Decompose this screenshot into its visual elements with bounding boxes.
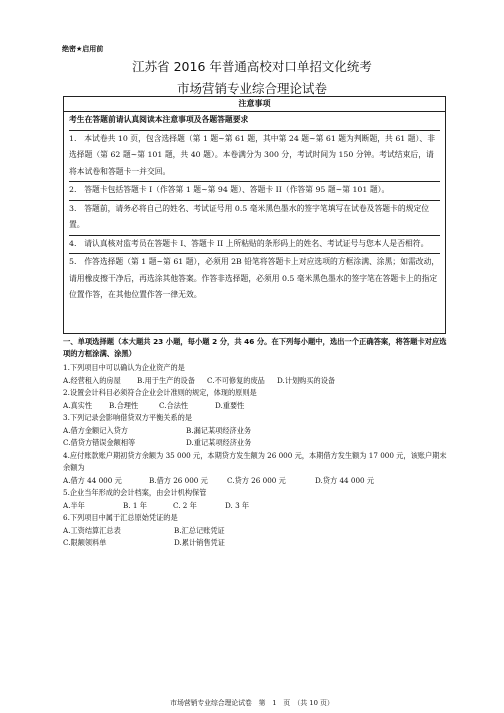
option-c: C.合法性: [159, 400, 189, 410]
question-stem: 5.企业当年形成的会计档案，由会计机构保管: [63, 488, 207, 497]
option-c: C.借贷方错误金额相等: [63, 438, 136, 447]
notice-item: 2. 答题卡包括答题卡 I（作答第 1 题~第 94 题）、答题卡 II（作答第 95 题~第 101 题）。: [69, 182, 440, 201]
option-d: D.重要性: [215, 400, 245, 410]
question-stem: 1.下列项目中可以确认为企业资产的是: [63, 363, 185, 372]
question-stem: 3.下列记录会影响借贷双方平衡关系的是: [63, 413, 193, 422]
option-d: D.累计销售凭证: [174, 538, 225, 547]
page-footer: 市场营销专业综合理论试卷 第 1 页 （共 10 页）: [170, 699, 334, 707]
option-c: C. 2 年: [173, 500, 197, 510]
notice-item: 4. 请认真核对监考员在答题卡 I、答题卡 II 上所粘贴的条形码上的姓名、考试证号与您本人是否相符。: [69, 236, 440, 255]
option-d: D.重记某项经济业务: [186, 438, 252, 447]
option-a: A.真实性: [63, 400, 93, 410]
notice-box: [63, 96, 446, 334]
option-c: C.不可修复的废品: [207, 375, 265, 385]
option-d: D.计划购买的设备: [277, 375, 336, 385]
question-stem: 6.下列项目中属于汇总原始凭证的是: [63, 513, 178, 522]
question-options: [63, 500, 448, 513]
option-b: B.汇总记账凭证: [174, 525, 225, 535]
question-options: [63, 425, 448, 438]
option-d: D. 3 年: [225, 500, 250, 510]
option-a: A.借方 44 000 元: [63, 475, 122, 485]
notice-body: [64, 112, 445, 305]
section-heading: 一、单项选择题（本大题共 23 小题，每小题 2 分，共 46 分。在下列每小题中，选出一个正确答案，将答题卡对应选项的方框涂满、涂黑）: [63, 337, 447, 358]
notice-heading: 注意事项: [64, 97, 445, 112]
question-options: [63, 525, 448, 538]
option-a: A.半年: [63, 500, 85, 510]
notice-item: 3. 答题前，请务必将自己的姓名、考试证号用 0.5 毫米黑色墨水的签字笔填写在试卷及答题卡的规定位置。: [69, 201, 440, 236]
confidential-mark: 绝密★启用前: [62, 45, 104, 53]
notice-item: 1. 本试卷共 10 页，包含选择题（第 1 题~第 61 题，其中第 24 题~第 61 题为判断题，共 61 题）、非选择题（第 62 题~第 101 题，共 40 题）。本卷满分为 300 分，考试时间为 150 分钟。考试结束后，请将本试卷和答题卡一并交回。: [69, 131, 440, 183]
option-a: A.借方金额记入贷方: [63, 425, 128, 435]
question-options: [63, 537, 448, 550]
option-a: A.经营租入的房屋: [63, 375, 121, 385]
question-options: [63, 475, 448, 488]
option-b: B. 1 年: [123, 500, 147, 510]
notice-lead: 考生在答题前请认真阅读本注意事项及各题答题要求: [69, 112, 440, 131]
question-list: [63, 362, 448, 550]
option-b: B.漏记某项经济业务: [186, 425, 252, 435]
option-b: B.用于生产的设备: [137, 375, 195, 385]
question-options: [63, 400, 448, 413]
exam-title: 江苏省 2016 年普通高校对口单招文化统考: [132, 59, 372, 74]
option-b: B.借方 26 000 元: [149, 475, 208, 485]
exam-subtitle: 市场营销专业综合理论试卷: [176, 81, 327, 96]
question-stem: 2.设置会计科目必须符合企业会计准则的规定，体现的原则是: [63, 388, 257, 397]
question-options: [63, 375, 448, 388]
question-stem: 4.应付账款账户期初贷方余额为 35 000 元，本期贷方发生额为 26 000 元，本期借方发生额为 17 000 元，该账户期末余额为: [63, 450, 447, 472]
option-b: B.合理性: [109, 400, 139, 410]
option-c: C.贷方 26 000 元: [227, 475, 286, 485]
notice-item: 5. 作答选择题（第 1 题~第 61 题），必须用 2B 铅笔将答题卡上对应选项的方框涂满、涂黑；如需改动，请用橡皮擦干净后，再选涂其他答案。作答非选择题，必须用 0.5 毫米黑色墨水的签字笔在答题卡上的指定位置作答，在其他位置作答一律无效。: [69, 257, 440, 299]
question-options: [63, 437, 448, 450]
option-d: D.贷方 44 000 元: [315, 475, 375, 485]
option-a: A.工资结算汇总表: [63, 525, 121, 535]
option-c: C.限额领料单: [63, 538, 107, 547]
